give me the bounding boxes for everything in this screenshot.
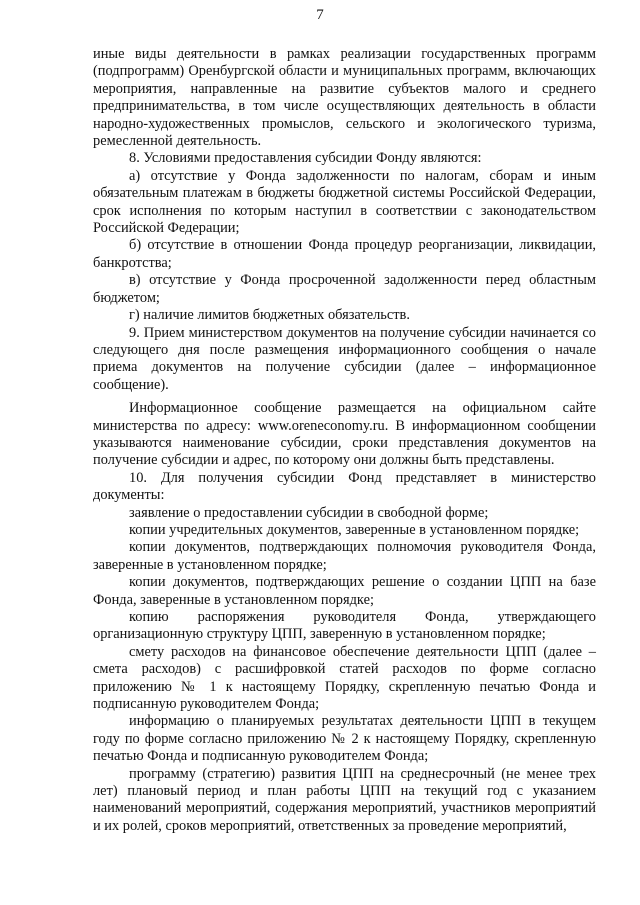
list-item-application: заявление о предоставлении субсидии в свободной форме; bbox=[129, 504, 489, 521]
list-item-development-program: программу (стратегию) развития ЦПП на среднесрочный (не менее трех лет) плановый период и план работы ЦПП на текущий год с указанием наименований мероприятий, содержания мероприятий, участников мероприятий и их ролей, сроков мероприятий, ответственных за проведение мероприятий, bbox=[93, 765, 596, 834]
paragraph-item-10: 10. Для получения субсидии Фонд представляет в министерство документы: bbox=[93, 469, 596, 504]
paragraph-item-9: 9. Прием министерством документов на получение субсидии начинается со следующего дня после размещения информационного сообщения о начале приема документов на получение субсидии (далее – информационное сообщение). bbox=[93, 324, 596, 393]
paragraph-other-activities: иные виды деятельности в рамках реализации государственных программ (подпрограмм) Оренбургской области и муниципальных программ, включающих мероприятия, направленные на развитие субъектов малого и среднего предпринимательства, в том числе осуществляющих деятельность в области народно-художественных промыслов, сельского и экологического туризма, ремесленной деятельность. bbox=[93, 46, 596, 150]
list-item-founding-docs: копии учредительных документов, заверенные в установленном порядке; bbox=[129, 521, 580, 538]
list-item-org-structure: копию распоряжения руководителя Фонда, утверждающего организационную структуру ЦПП, заверенную в установленном порядке; bbox=[93, 609, 596, 643]
list-item-cpp-decision: копии документов, подтверждающих решение о создании ЦПП на базе Фонда, заверенные в установленном порядке; bbox=[93, 574, 596, 608]
paragraph-item-8: 8. Условиями предоставления субсидии Фонду являются: bbox=[129, 150, 482, 167]
document-body bbox=[93, 46, 596, 835]
page-number: 7 bbox=[316, 7, 324, 23]
paragraph-info-message: Информационное сообщение размещается на официальном сайте министерства по адресу: www.oreneconomy.ru. В информационном сообщении указываются наименование субсидии, сроки представления документов на получение субсидии и адрес, по которому они должны быть представлены. bbox=[93, 400, 596, 469]
paragraph-condition-v: в) отсутствие у Фонда просроченной задолженности перед областным бюджетом; bbox=[93, 272, 596, 306]
paragraph-condition-a: а) отсутствие у Фонда задолженности по налогам, сборам и иным обязательным платежам в бюджеты бюджетной системы Российской Федерации, срок исполнения по которым наступил в соответствии с законодательством Российской Федерации; bbox=[93, 167, 596, 237]
paragraph-condition-g: г) наличие лимитов бюджетных обязательств. bbox=[129, 307, 410, 324]
list-item-planned-results: информацию о планируемых результатах деятельности ЦПП в текущем году по форме согласно приложению № 2 к настоящему Порядку, скрепленную печатью Фонда и подписанную руководителем Фонда; bbox=[93, 713, 596, 765]
list-item-director-authority: копии документов, подтверждающих полномочия руководителя Фонда, заверенные в установленном порядке; bbox=[93, 539, 596, 573]
list-item-expense-estimate: смету расходов на финансовое обеспечение деятельности ЦПП (далее – смета расходов) с расшифровкой статей расходов по форме согласно приложению № 1 к настоящему Порядку, скрепленную печатью Фонда и подписанную руководителем Фонда; bbox=[93, 643, 596, 713]
paragraph-condition-b: б) отсутствие в отношении Фонда процедур реорганизации, ликвидации, банкротства; bbox=[93, 237, 596, 271]
